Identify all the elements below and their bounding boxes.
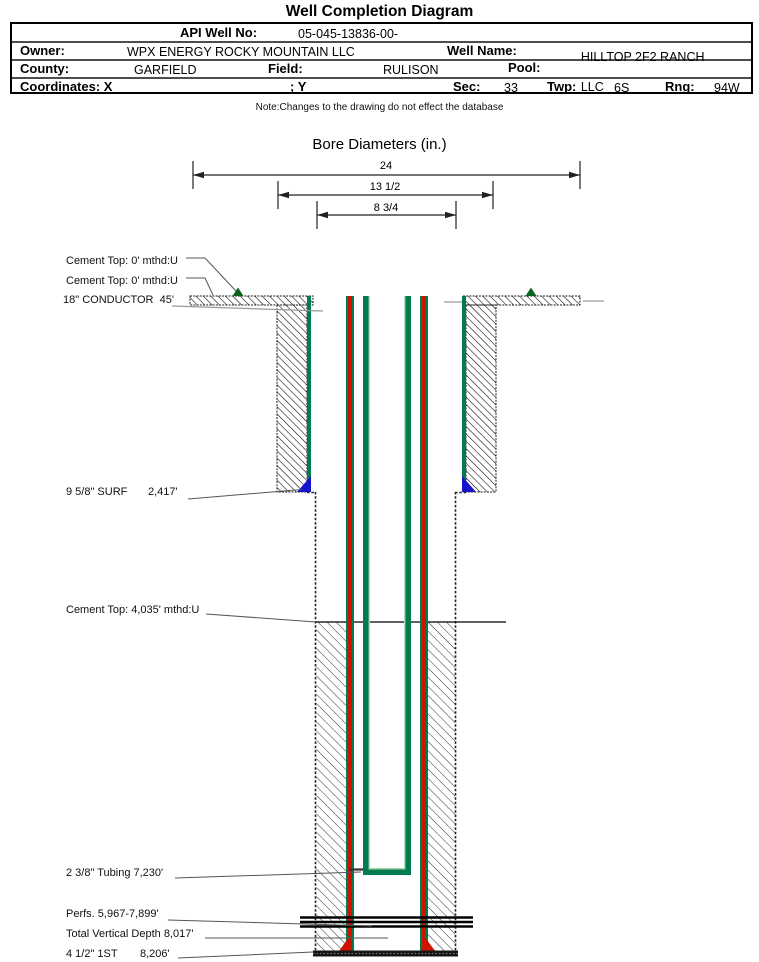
field-label: Field:: [268, 61, 303, 76]
well-name-value: HILLTOP 2F2 RANCH LLC: [580, 50, 705, 94]
county-value: GARFIELD: [134, 62, 197, 77]
cement-top-marker-right: [526, 288, 537, 297]
twp-label: Twp:: [547, 79, 577, 94]
label-tvd: Total Vertical Depth 8,017': [66, 928, 194, 940]
api-well-no-value: 05-045-13836-00-: [298, 26, 399, 41]
bore-diameters-title: Bore Diameters (in.): [312, 136, 447, 153]
surface-casing: [277, 296, 496, 492]
well-bottom: [313, 951, 458, 957]
label-cement-top-1: Cement Top: 0' mthd:U: [66, 255, 178, 267]
label-cement-top-3: Cement Top: 4,035' mthd:U: [66, 604, 200, 616]
bore-diameter-dimensions: [193, 161, 580, 229]
api-well-no-label: API Well No:: [180, 25, 258, 40]
coordinates-y-label: ; Y: [290, 79, 307, 94]
label-surface-casing-depth: 2,417': [148, 486, 178, 498]
bore-diameter-13-5: 13 1/2: [369, 181, 401, 193]
tubing-string: [367, 296, 408, 872]
field-value: RULISON: [383, 62, 439, 77]
leader-lines: [168, 258, 604, 958]
page-title: Well Completion Diagram: [285, 3, 474, 20]
label-production-casing: 4 1/2" 1ST: [66, 948, 118, 960]
twp-value: 6S: [614, 80, 630, 95]
label-cement-top-2: Cement Top: 0' mthd:U: [66, 275, 178, 287]
production-casing: [339, 296, 435, 951]
bore-diameter-8-75: 8 3/4: [373, 202, 399, 214]
label-production-casing-depth: 8,206': [140, 948, 170, 960]
well-info-table: [10, 22, 753, 94]
database-note: Note:Changes to the drawing do not effect the database: [255, 102, 504, 113]
pool-label: Pool:: [508, 60, 541, 75]
surface-casing-right-edge: [462, 296, 466, 492]
bore-diameter-24: 24: [379, 160, 393, 172]
label-surface-casing: 9 5/8" SURF: [66, 486, 128, 498]
owner-value: WPX ENERGY ROCKY MOUNTAIN LLC: [127, 44, 355, 59]
well-name-label: Well Name:: [447, 43, 517, 58]
rng-label: Rng:: [665, 79, 695, 94]
owner-label: Owner:: [20, 43, 65, 58]
rng-value: 94W: [714, 80, 740, 95]
label-conductor: 18" CONDUCTOR 45': [63, 294, 174, 306]
sec-label: Sec:: [453, 79, 481, 94]
sec-value: 33: [504, 80, 518, 95]
surface-casing-left-edge: [307, 296, 311, 492]
county-label: County:: [20, 61, 70, 76]
coordinates-label: Coordinates: X: [20, 79, 113, 94]
conductor-flange: [190, 296, 580, 305]
cement-top-markers: [233, 288, 537, 297]
label-tubing: 2 3/8" Tubing 7,230': [66, 867, 164, 879]
label-perfs: Perfs. 5,967-7,899': [66, 908, 159, 920]
